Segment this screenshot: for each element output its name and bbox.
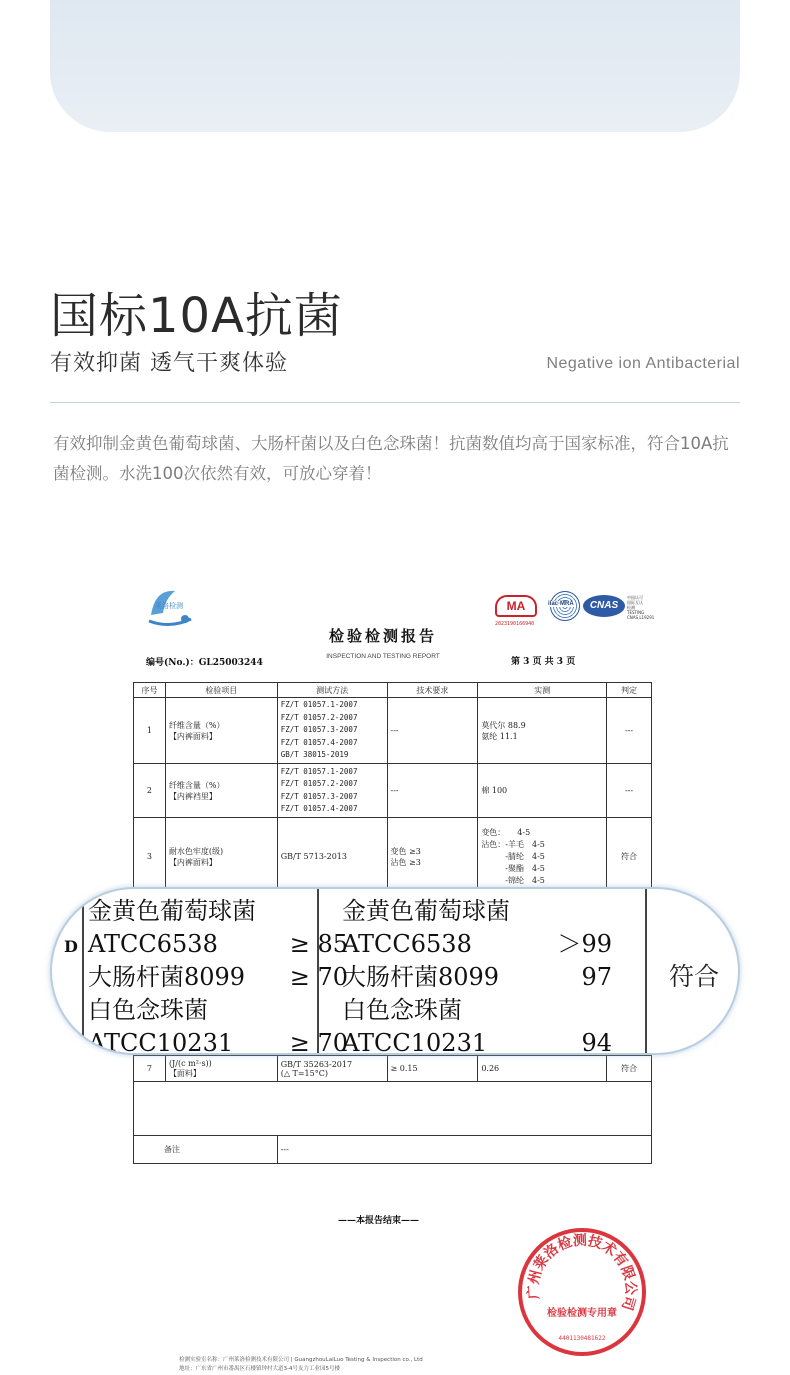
requirement-line: 大肠杆菌8099 ≥ 70 (88, 963, 348, 991)
report-number: 编号(No.)：GL25003244 (146, 658, 263, 668)
report-end: ——本报告结束—— (338, 1216, 420, 1226)
table-header-row (134, 683, 652, 698)
svg-text:4401130481622: 4401130481622 (558, 1335, 606, 1342)
result-column (342, 895, 612, 1055)
cma-logo: MA (495, 595, 537, 617)
requirement-column (88, 895, 348, 1055)
ilac-logo-text: ilac·MRA (548, 601, 574, 607)
fabric-photo (50, 0, 740, 132)
english-subtitle: Negative ion Antibacterial (546, 355, 740, 372)
grid-line (82, 889, 84, 1055)
cnas-side-text: 中国认可 国际互认 检测 TESTING CNAS L19291 (627, 595, 655, 620)
requirement-line: 白色念珠菌 (88, 996, 208, 1024)
accreditation-logos (495, 589, 655, 629)
requirement-line: 金黄色葡萄球菌 (88, 897, 256, 925)
col-header: 检验项目 (165, 683, 277, 698)
row-label: D (64, 937, 78, 956)
requirement-line: ATCC6538 ≥ 85 (88, 930, 348, 958)
remark-value: --- (277, 1136, 651, 1164)
col-header: 实测 (478, 683, 607, 698)
col-header: 技术要求 (387, 683, 478, 698)
remark-label: 备注 (134, 1136, 278, 1164)
page-title: 国标10A抗菌 (50, 288, 343, 344)
svg-text:广州莱洛检测技术有限公司: 广州莱洛检测技术有限公司 (525, 1232, 639, 1313)
result-line: 大肠杆菌8099 97 (342, 963, 612, 991)
official-seal (518, 1228, 646, 1356)
page-subtitle: 有效抑菌 透气干爽体验 (50, 351, 288, 376)
table-row-remark (134, 1136, 652, 1164)
cnas-logo: CNAS (583, 595, 625, 617)
cma-number: 2023190166940 (495, 621, 535, 627)
col-header: 判定 (607, 683, 652, 698)
col-header: 测试方法 (277, 683, 387, 698)
result-line: ATCC10231 94 (342, 1029, 612, 1055)
seal-text-icon (522, 1232, 642, 1352)
table-row-empty (134, 1082, 652, 1136)
verdict: 符合 (668, 962, 719, 991)
lab-logo-text: 莱洛检测 (155, 602, 183, 610)
divider (50, 402, 740, 403)
footer-lab-name: 检测实验室名称：广州莱洛检测技术有限公司 | GuangzhouLaiLuo Testing & Inspection co., Ltd (179, 1357, 423, 1363)
table-row: 1 纤维含量（%） 【内裤面料】 FZ/T 01057.1-2007 FZ/T 01057.2-2007 FZ/T 01057.3-2007 FZ/T 01057.4-2007 GB/T 38015-2019 --- 莫代尔 88.9 氨纶 11.1 --- (134, 698, 652, 764)
result-line: 金黄色葡萄球菌 (342, 897, 510, 925)
requirement-line: ATCC10231 ≥ 70 (88, 1029, 348, 1055)
page-number: 第 3 页 共 3 页 (511, 657, 576, 667)
report-title-en: INSPECTION AND TESTING REPORT (326, 653, 440, 660)
result-line: 白色念珠菌 (342, 996, 462, 1024)
col-header: 序号 (134, 683, 166, 698)
seal-center-text: 检验检测专用章 (547, 1308, 617, 1319)
report-title: 检验检测报告 (328, 627, 437, 645)
magnified-antibacterial-results (50, 887, 740, 1055)
table-row: 3 耐水色牢度(级) 【内裤面料】 GB/T 5713-2013 变色 ≥3 沾色 ≥3 变色： 4-5 沾色：-羊毛 4-5 -腈纶 4-5 -聚酯 4-5 -锦纶 4-5 符合 (134, 818, 652, 896)
footer-address: 地址：广东省广州市番禺区石楼镇钟村大道3-4号友力工业园5号楼 (179, 1366, 340, 1372)
description: 有效抑制金黄色葡萄球菌、大肠杆菌以及白色念珠菌！抗菌数值均高于国家标准，符合10A抗菌检测。水洗100次依然有效，可放心穿着！ (53, 434, 729, 483)
table-row: 7 (J/(c m²·s)) 【面料】 GB/T 35263-2017 (△ T=15°C) ≥ 0.15 0.26 符合 (134, 1056, 652, 1082)
result-line: ATCC6538 ＞99 (342, 930, 612, 958)
table-row: 2 纤维含量（%） 【内裤裆里】 FZ/T 01057.1-2007 FZ/T 01057.2-2007 FZ/T 01057.3-2007 FZ/T 01057.4-2007 --- 棉 100 --- (134, 764, 652, 818)
